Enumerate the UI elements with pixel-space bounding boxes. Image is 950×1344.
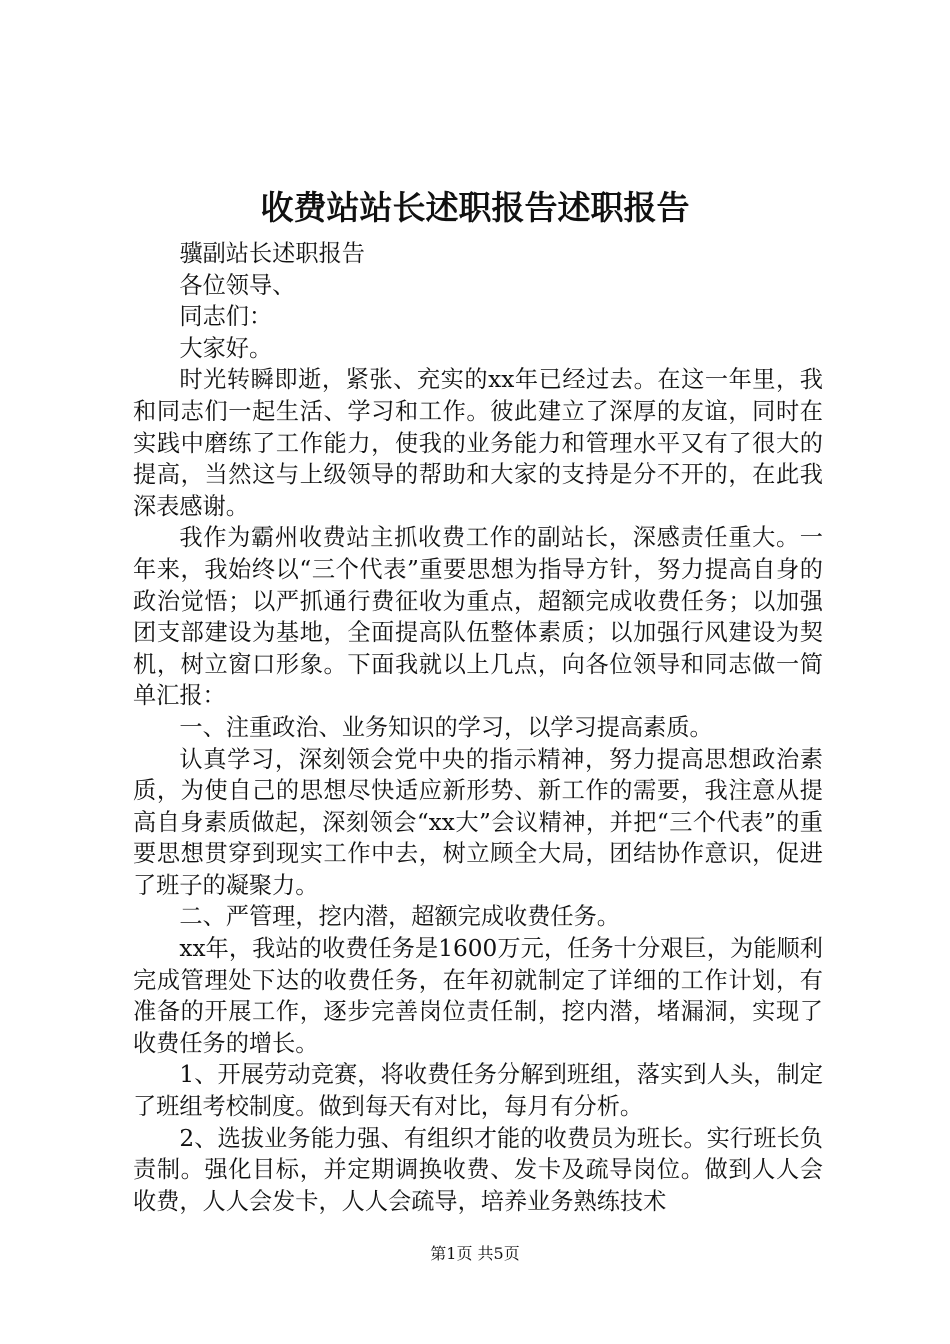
paragraph: 骥副站长述职报告 <box>179 240 365 267</box>
document-title: 收费站站长述职报告述职报告 <box>260 188 690 227</box>
paragraph: 时光转瞬即逝，紧张、充实的xx年已经过去。在这一年里，我和同志们一起生活、学习和工作。彼此建立了深厚的友谊，同时在实践中磨练了工作能力，使我的业务能力和管理水平又有了很大的提高，当然这与上级领导的帮助和大家的支持是分不开的，在此我深表感谢。 <box>133 366 823 520</box>
document-body <box>133 238 823 1217</box>
paragraph: xx年，我站的收费任务是1600万元，任务十分艰巨，为能顺利完成管理处下达的收费任务，在年初就制定了详细的工作计划，有准备的开展工作，逐步完善岗位责任制，挖内潜，堵漏洞，实现了收费任务的增长。 <box>133 935 823 1057</box>
paragraph: 大家好。 <box>179 334 273 362</box>
paragraph: 我作为霸州收费站主抓收费工作的副站长，深感责任重大。一年来，我始终以“三个代表”重要思想为指导方针，努力提高自身的政治觉悟；以严抓通行费征收为重点，超额完成收费任务；以加强团支部建设为基地，全面提高队伍整体素质；以加强行风建设为契机，树立窗口形象。下面我就以上几点，向各位领导和同志做一简单汇报： <box>133 524 823 710</box>
paragraph: 各位领导、 <box>179 271 296 299</box>
paragraph: 同志们： <box>179 303 273 331</box>
section-heading: 二、严管理，挖内潜，超额完成收费任务。 <box>179 903 620 931</box>
list-item: 2、选拔业务能力强、有组织才能的收费员为班长。实行班长负责制。强化目标，并定期调换收费、发卡及疏导岗位。做到人人会收费，人人会发卡，人人会疏导，培养业务熟练技术 <box>133 1124 823 1215</box>
section-heading: 一、注重政治、业务知识的学习，以学习提高素质。 <box>179 713 713 741</box>
page-number-footer: 第1页 共5页 <box>430 1244 520 1263</box>
list-item: 1、开展劳动竞赛，将收费任务分解到班组，落实到人头，制定了班组考校制度。做到每天有对比，每月有分析。 <box>133 1061 823 1121</box>
paragraph: 认真学习，深刻领会党中央的指示精神，努力提高思想政治素质，为使自己的思想尽快适应新形势、新工作的需要，我注意从提高自身素质做起，深刻领会“xx大”会议精神，并把“三个代表”的重要思想贯穿到现实工作中去，树立顾全大局，团结协作意识，促进了班子的凝聚力。 <box>133 745 823 899</box>
